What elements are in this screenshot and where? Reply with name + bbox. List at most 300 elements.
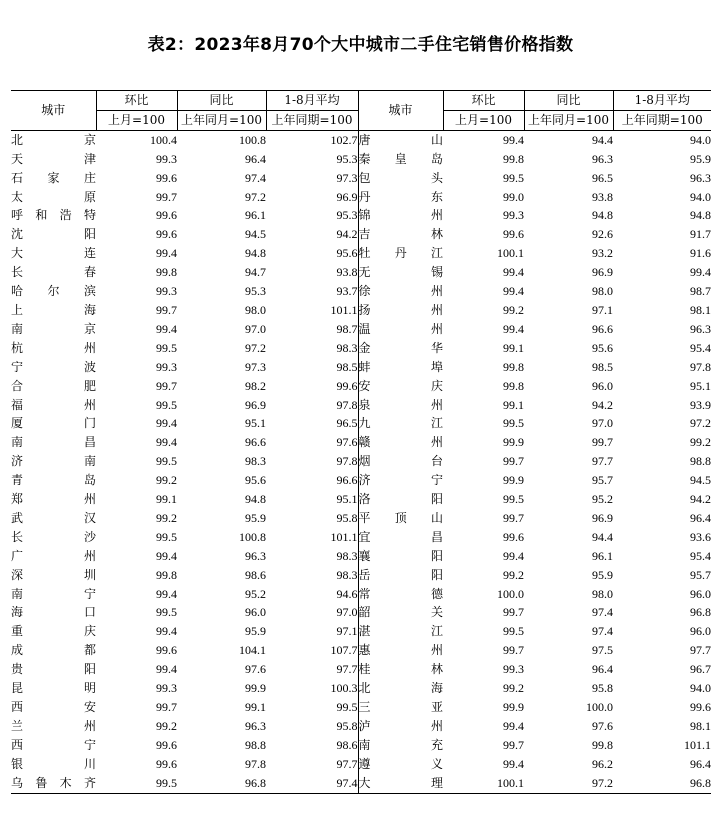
avg-value: 96.8 (690, 605, 711, 620)
table-row (11, 301, 711, 320)
table-row (11, 377, 711, 396)
table-row (11, 547, 711, 566)
city-name: 岳阳 (358, 566, 443, 585)
yoy-value: 95.2 (245, 586, 266, 601)
city-name: 惠州 (358, 641, 443, 660)
avg-value: 91.7 (690, 227, 711, 242)
mom-value: 99.6 (156, 643, 177, 658)
avg-value: 95.3 (336, 208, 358, 223)
city-name: 三亚 (358, 698, 443, 717)
mom-value: 99.4 (156, 246, 177, 261)
table-row (11, 660, 711, 679)
mom-value: 99.1 (503, 340, 524, 355)
yoy-value: 95.2 (592, 492, 613, 507)
mom-value: 99.3 (503, 662, 524, 677)
mom-value: 99.7 (503, 737, 524, 752)
city-name: 徐州 (358, 282, 443, 301)
mom-value: 99.4 (503, 132, 524, 147)
yoy-value: 94.4 (592, 132, 613, 147)
avg-value: 98.1 (690, 718, 711, 733)
avg-value: 93.9 (690, 397, 711, 412)
mom-value: 99.4 (156, 548, 177, 563)
mom-value: 99.9 (503, 435, 524, 450)
city-name: 无锡 (358, 263, 443, 282)
yoy-value: 95.9 (245, 624, 266, 639)
yoy-value: 96.9 (245, 397, 266, 412)
city-header-left: 城市 (41, 102, 66, 117)
avg-value: 99.2 (690, 435, 711, 450)
table-row (11, 566, 711, 585)
yoy-value: 96.3 (245, 718, 266, 733)
mom-value: 99.3 (156, 151, 177, 166)
avg-value: 97.3 (336, 170, 358, 185)
yoy-value: 96.9 (592, 510, 613, 525)
city-name: 金华 (358, 339, 443, 358)
avg-value: 97.7 (336, 756, 358, 771)
city-name: 哈尔滨 (11, 284, 96, 299)
mom-value: 99.8 (503, 378, 524, 393)
table-row (11, 433, 711, 452)
table-row (11, 622, 711, 641)
city-name: 秦皇岛 (358, 150, 443, 169)
avg-value: 95.7 (690, 567, 711, 582)
mom-value: 99.4 (156, 416, 177, 431)
mom-value: 99.6 (156, 737, 177, 752)
yoy-value: 100.8 (239, 529, 266, 544)
mom-value: 99.5 (156, 454, 177, 469)
mom-value: 100.1 (497, 775, 524, 790)
yoy-value: 95.6 (245, 473, 266, 488)
avg-value: 98.7 (690, 284, 711, 299)
yoy-value: 94.5 (245, 227, 266, 242)
yoy-value: 95.3 (245, 284, 266, 299)
city-name: 上海 (11, 302, 96, 317)
city-name: 沈阳 (11, 227, 96, 242)
city-name: 锦州 (358, 206, 443, 225)
mom-value: 99.6 (156, 208, 177, 223)
mom-value: 99.3 (156, 284, 177, 299)
yoy-value: 99.7 (592, 435, 613, 450)
avg-value: 95.8 (336, 718, 358, 733)
avg-value: 95.3 (336, 151, 358, 166)
mom-value: 99.8 (156, 265, 177, 280)
mom-value: 99.4 (503, 548, 524, 563)
avg-value: 99.6 (336, 378, 358, 393)
price-index-table (11, 90, 711, 794)
table-row (11, 396, 711, 415)
avg-value: 98.3 (336, 340, 358, 355)
city-name: 北京 (11, 132, 96, 147)
table-row (11, 755, 711, 774)
avg-value: 95.1 (690, 378, 711, 393)
mom-value: 99.6 (503, 529, 524, 544)
avg-base-left: 上年同期=100 (266, 110, 358, 130)
avg-value: 98.1 (690, 302, 711, 317)
mom-value: 99.1 (156, 492, 177, 507)
city-name: 洛阳 (358, 490, 443, 509)
yoy-value: 98.2 (245, 378, 266, 393)
yoy-value: 97.0 (245, 321, 266, 336)
city-name: 桂林 (358, 660, 443, 679)
yoy-value: 94.2 (592, 397, 613, 412)
city-name: 济宁 (358, 471, 443, 490)
city-name: 南京 (11, 321, 96, 336)
avg-value: 99.4 (690, 265, 711, 280)
mom-value: 100.0 (497, 586, 524, 601)
mom-value: 99.4 (503, 321, 524, 336)
mom-value: 99.7 (156, 378, 177, 393)
mom-value: 99.6 (156, 756, 177, 771)
avg-value: 96.0 (690, 624, 711, 639)
avg-value: 96.6 (336, 473, 358, 488)
avg-value: 101.1 (330, 529, 358, 544)
table-row (11, 774, 711, 793)
yoy-value: 97.1 (592, 302, 613, 317)
table-row (11, 206, 711, 225)
avg-value: 96.5 (336, 416, 358, 431)
city-name: 襄阳 (358, 547, 443, 566)
yoy-value: 98.0 (592, 284, 613, 299)
city-name: 广州 (11, 548, 96, 563)
city-name: 深圳 (11, 567, 96, 582)
table-row (11, 358, 711, 377)
avg-value: 95.9 (690, 151, 711, 166)
city-name: 遵义 (358, 755, 443, 774)
yoy-value: 95.8 (592, 681, 613, 696)
yoy-value: 94.8 (245, 492, 266, 507)
avg-value: 95.1 (336, 492, 358, 507)
mom-value: 99.4 (156, 321, 177, 336)
yoy-value: 96.3 (245, 548, 266, 563)
mom-base-left: 上月=100 (96, 110, 177, 130)
yoy-value: 94.8 (245, 246, 266, 261)
mom-value: 99.4 (156, 662, 177, 677)
avg-value: 102.7 (330, 132, 358, 147)
city-name: 包头 (358, 169, 443, 188)
city-name: 天津 (11, 151, 96, 166)
yoy-value: 97.7 (592, 454, 613, 469)
yoy-value: 93.2 (592, 246, 613, 261)
yoy-value: 96.3 (592, 151, 613, 166)
city-name: 温州 (358, 320, 443, 339)
city-name: 杭州 (11, 340, 96, 355)
yoy-value: 95.7 (592, 473, 613, 488)
mom-value: 100.4 (150, 132, 177, 147)
city-name: 宜昌 (358, 528, 443, 547)
table-row (11, 679, 711, 698)
avg-value: 98.6 (336, 737, 358, 752)
yoy-base-left: 上年同月=100 (177, 110, 266, 130)
yoy-value: 98.0 (592, 586, 613, 601)
mom-value: 99.8 (503, 359, 524, 374)
avg-value: 94.0 (690, 681, 711, 696)
avg-value: 107.7 (330, 643, 358, 658)
yoy-header-right: 同比 (524, 91, 613, 111)
mom-value: 99.4 (503, 756, 524, 771)
table-row (11, 698, 711, 717)
city-name: 济南 (11, 454, 96, 469)
city-name: 重庆 (11, 624, 96, 639)
avg-value: 97.6 (336, 435, 358, 450)
yoy-value: 99.1 (245, 700, 266, 714)
mom-value: 99.5 (156, 340, 177, 355)
table-row (11, 509, 711, 528)
avg-header-left: 1-8月平均 (266, 91, 358, 111)
table-row (11, 490, 711, 509)
city-name: 大理 (358, 774, 443, 793)
yoy-value: 96.0 (592, 378, 613, 393)
yoy-value: 97.4 (592, 605, 613, 620)
city-name: 福州 (11, 397, 96, 412)
table-row (11, 471, 711, 490)
city-header-right: 城市 (358, 91, 443, 131)
avg-value: 94.2 (690, 492, 711, 507)
avg-value: 97.1 (336, 624, 358, 639)
city-name: 蚌埠 (358, 358, 443, 377)
city-name: 贵阳 (11, 662, 96, 677)
table-row (11, 585, 711, 604)
city-name: 武汉 (11, 510, 96, 525)
yoy-value: 96.2 (592, 756, 613, 771)
mom-value: 99.2 (156, 718, 177, 733)
table-row (11, 244, 711, 263)
avg-value: 96.3 (690, 170, 711, 185)
mom-value: 99.7 (156, 189, 177, 204)
yoy-value: 95.9 (592, 567, 613, 582)
yoy-value: 97.2 (245, 189, 266, 204)
yoy-value: 97.8 (245, 756, 266, 771)
city-name: 石家庄 (11, 170, 96, 185)
yoy-value: 97.2 (592, 775, 613, 790)
table-row (11, 717, 711, 736)
yoy-value: 96.6 (245, 435, 266, 450)
avg-value: 97.8 (336, 454, 358, 469)
yoy-value: 95.6 (592, 340, 613, 355)
city-name: 平顶山 (358, 509, 443, 528)
mom-value: 99.0 (503, 189, 524, 204)
yoy-value: 98.8 (245, 737, 266, 752)
city-name: 呼和浩特 (11, 208, 96, 223)
mom-value: 99.5 (156, 397, 177, 412)
avg-value: 101.1 (330, 302, 358, 317)
avg-value: 98.3 (336, 567, 358, 582)
mom-value: 99.7 (503, 454, 524, 469)
mom-value: 99.5 (156, 529, 177, 544)
table-row (11, 414, 711, 433)
mom-value: 99.9 (503, 700, 524, 714)
yoy-value: 95.1 (245, 416, 266, 431)
mom-value: 99.2 (156, 473, 177, 488)
mom-value: 99.5 (156, 605, 177, 620)
city-name: 赣州 (358, 433, 443, 452)
yoy-value: 98.3 (245, 454, 266, 469)
mom-value: 99.5 (503, 416, 524, 431)
mom-value: 99.5 (503, 170, 524, 185)
avg-value: 96.8 (690, 775, 711, 790)
city-name: 北海 (358, 679, 443, 698)
yoy-value: 97.6 (592, 718, 613, 733)
avg-header-right: 1-8月平均 (613, 91, 711, 111)
mom-value: 99.6 (156, 170, 177, 185)
mom-value: 99.6 (156, 227, 177, 242)
avg-value: 94.5 (690, 473, 711, 488)
avg-value: 101.1 (684, 737, 711, 752)
table-row (11, 263, 711, 282)
avg-value: 94.2 (336, 227, 358, 242)
city-name: 宁波 (11, 359, 96, 374)
yoy-value: 94.4 (592, 529, 613, 544)
yoy-value: 96.1 (245, 208, 266, 223)
yoy-base-right: 上年同月=100 (524, 110, 613, 130)
avg-value: 95.6 (336, 246, 358, 261)
yoy-value: 99.8 (592, 737, 613, 752)
avg-value: 97.8 (336, 397, 358, 412)
mom-value: 99.8 (156, 567, 177, 582)
mom-value: 99.7 (503, 510, 524, 525)
city-name: 太原 (11, 189, 96, 204)
mom-value: 99.4 (156, 435, 177, 450)
avg-value: 91.6 (690, 246, 711, 261)
yoy-value: 96.0 (245, 605, 266, 620)
city-name: 长春 (11, 265, 96, 280)
yoy-value: 96.1 (592, 548, 613, 563)
mom-value: 99.6 (503, 227, 524, 242)
avg-value: 97.2 (690, 416, 711, 431)
city-name: 唐山 (358, 130, 443, 149)
table-row (11, 188, 711, 207)
mom-value: 99.7 (156, 302, 177, 317)
table-row (11, 150, 711, 169)
city-name: 南昌 (11, 435, 96, 450)
avg-value: 97.8 (690, 359, 711, 374)
mom-value: 99.3 (156, 359, 177, 374)
avg-value: 93.7 (336, 284, 358, 299)
city-name: 泸州 (358, 717, 443, 736)
yoy-value: 96.9 (592, 265, 613, 280)
city-name: 银川 (11, 756, 96, 771)
yoy-value: 92.6 (592, 227, 613, 242)
city-name: 成都 (11, 643, 96, 658)
mom-value: 99.7 (503, 605, 524, 620)
yoy-value: 98.6 (245, 567, 266, 582)
avg-value: 94.6 (336, 586, 358, 601)
mom-base-right: 上月=100 (443, 110, 524, 130)
mom-value: 99.4 (156, 624, 177, 639)
yoy-value: 96.5 (592, 170, 613, 185)
yoy-value: 97.6 (245, 662, 266, 677)
mom-value: 99.7 (503, 643, 524, 658)
table-body (11, 130, 711, 793)
mom-value: 99.2 (503, 681, 524, 696)
yoy-value: 97.4 (245, 170, 266, 185)
mom-value: 99.4 (503, 265, 524, 280)
city-name: 牡丹江 (358, 244, 443, 263)
table-row (11, 169, 711, 188)
avg-value: 93.6 (690, 529, 711, 544)
city-name: 青岛 (11, 473, 96, 488)
city-name: 兰州 (11, 718, 96, 733)
city-name: 扬州 (358, 301, 443, 320)
yoy-value: 96.4 (245, 151, 266, 166)
mom-header-left: 环比 (96, 91, 177, 111)
yoy-value: 97.3 (245, 359, 266, 374)
city-name: 韶关 (358, 603, 443, 622)
city-name: 九江 (358, 414, 443, 433)
mom-value: 99.2 (503, 302, 524, 317)
yoy-value: 97.5 (592, 643, 613, 658)
city-name: 厦门 (11, 416, 96, 431)
mom-value: 99.5 (503, 624, 524, 639)
yoy-value: 93.8 (592, 189, 613, 204)
table-row (11, 736, 711, 755)
yoy-value: 100.8 (239, 132, 266, 147)
yoy-value: 98.0 (245, 302, 266, 317)
city-name: 南充 (358, 736, 443, 755)
avg-value: 95.4 (690, 340, 711, 355)
avg-value: 93.8 (336, 265, 358, 280)
table-row (11, 603, 711, 622)
table-row (11, 130, 711, 149)
yoy-value: 94.8 (592, 208, 613, 223)
avg-value: 97.7 (336, 662, 358, 677)
table-row (11, 641, 711, 660)
avg-value: 96.9 (336, 189, 358, 204)
table-row (11, 225, 711, 244)
table-row (11, 339, 711, 358)
avg-value: 95.8 (336, 510, 358, 525)
page-title: 表2：2023年8月70个大中城市二手住宅销售价格指数 (147, 35, 574, 55)
avg-value: 96.3 (690, 321, 711, 336)
avg-value: 98.7 (336, 321, 358, 336)
mom-value: 99.5 (503, 492, 524, 507)
city-name: 吉林 (358, 225, 443, 244)
avg-value: 94.0 (690, 132, 711, 147)
yoy-value: 96.4 (592, 662, 613, 677)
city-name: 西安 (11, 700, 96, 714)
yoy-value: 97.0 (592, 416, 613, 431)
mom-value: 99.5 (156, 775, 177, 790)
yoy-value: 104.1 (239, 643, 266, 658)
yoy-value: 98.5 (592, 359, 613, 374)
avg-value: 97.7 (690, 643, 711, 658)
city-name: 丹东 (358, 188, 443, 207)
avg-value: 97.4 (336, 775, 358, 790)
avg-value: 95.4 (690, 548, 711, 563)
city-name: 合肥 (11, 378, 96, 393)
yoy-header-left: 同比 (177, 91, 266, 111)
mom-value: 99.8 (503, 151, 524, 166)
yoy-value: 97.4 (592, 624, 613, 639)
avg-value: 98.5 (336, 359, 358, 374)
avg-base-right: 上年同期=100 (613, 110, 711, 130)
avg-value: 94.8 (690, 208, 711, 223)
table-row (11, 282, 711, 301)
city-name: 南宁 (11, 586, 96, 601)
mom-value: 99.4 (503, 284, 524, 299)
city-name: 湛江 (358, 622, 443, 641)
mom-value: 99.9 (503, 473, 524, 488)
mom-value: 99.3 (156, 681, 177, 696)
city-name: 乌鲁木齐 (11, 775, 96, 790)
city-name: 郑州 (11, 492, 96, 507)
city-name: 泉州 (358, 396, 443, 415)
yoy-value: 95.9 (245, 510, 266, 525)
avg-value: 96.7 (690, 662, 711, 677)
mom-header-right: 环比 (443, 91, 524, 111)
avg-value: 98.3 (336, 548, 358, 563)
mom-value: 99.7 (156, 700, 177, 714)
city-name: 大连 (11, 246, 96, 261)
